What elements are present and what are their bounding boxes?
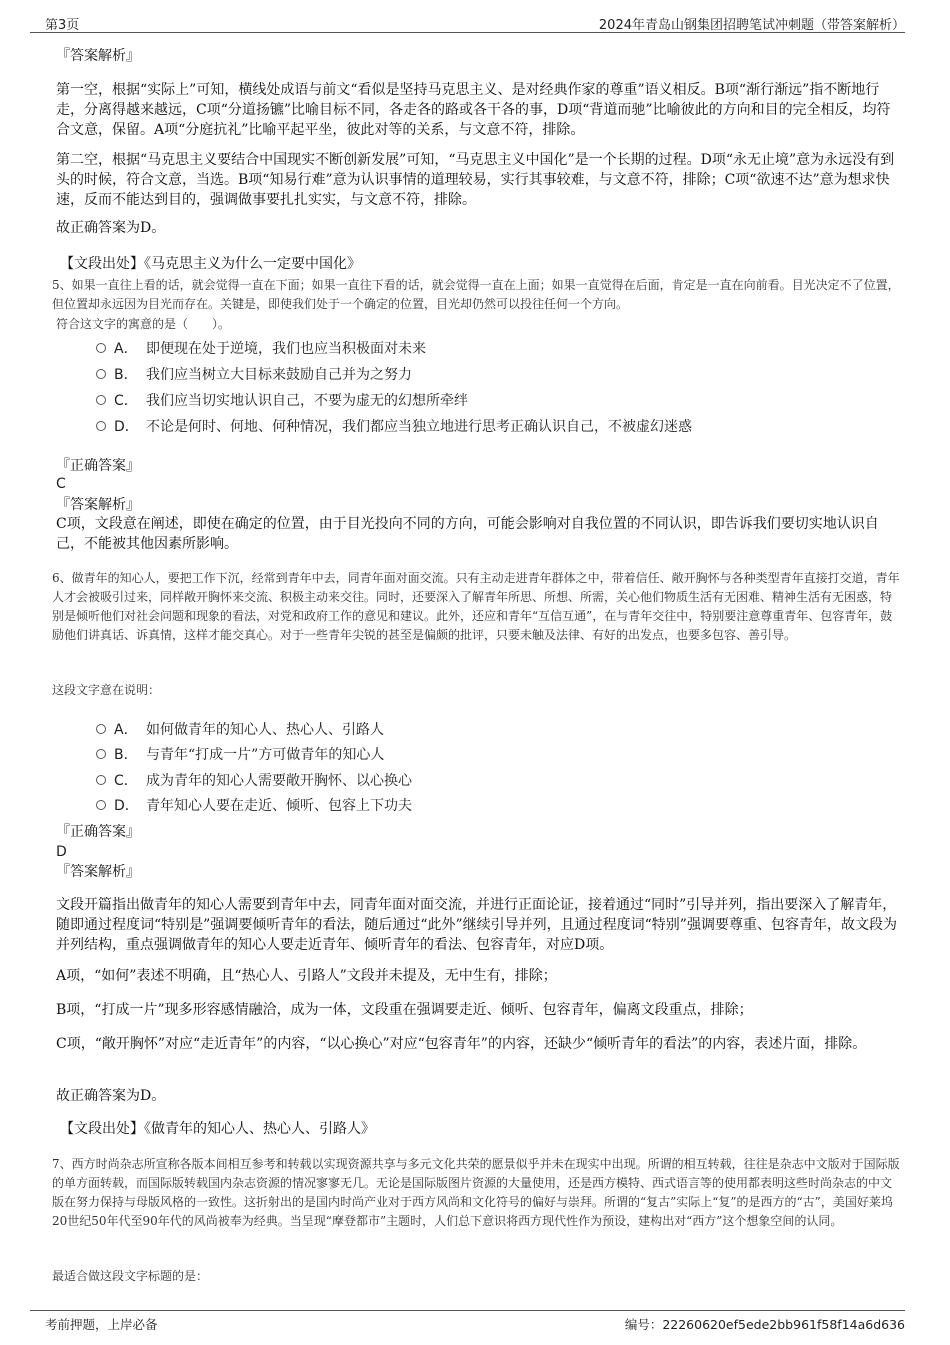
document-title: 2024年青岛山钢集团招聘笔试冲刺题（带答案解析） bbox=[598, 18, 905, 33]
q7-question: 最适合做这段文字标题的是： bbox=[52, 1269, 209, 1283]
q6-answer-label: 『正确答案』 bbox=[56, 824, 140, 840]
q5-analysis-label: 『答案解析』 bbox=[56, 497, 140, 513]
q6-option-b[interactable]: B． 与青年“打成一片”方可做青年的知心人 bbox=[96, 744, 384, 764]
q5-option-b[interactable]: B． 我们应当树立大目标来鼓励自己并为之努力 bbox=[96, 364, 412, 384]
radio-button[interactable] bbox=[96, 749, 106, 759]
q6-analysis-a: A项，“如何”表述不明确，且“热心人、引路人”文段并未提及，无中生有，排除； bbox=[56, 968, 557, 984]
radio-button[interactable] bbox=[96, 775, 106, 785]
radio-button[interactable] bbox=[96, 343, 106, 353]
q6-question: 这段文字意在说明： bbox=[52, 683, 161, 697]
q4-source bbox=[60, 254, 900, 274]
q4-conclusion: 故正确答案为D。 bbox=[56, 220, 166, 236]
q6-source bbox=[60, 1119, 900, 1139]
radio-button[interactable] bbox=[96, 800, 106, 810]
q6-answer: D bbox=[56, 844, 67, 860]
source-title: 《做青年的知心人、热心人、引路人》 bbox=[144, 1121, 375, 1137]
q5-answer-label: 『正确答案』 bbox=[56, 458, 140, 474]
q6-option-c[interactable]: C． 成为青年的知心人需要敞开胸怀、以心换心 bbox=[96, 770, 412, 790]
q6-analysis-main: 文段开篇指出做青年的知心人需要到青年中去，同青年面对面交流，并进行正面论证，接着通过“同时”引导并列，指出要深入了解青年，随即通过程度词“特别是”强调要倾听青年的看法，随后通过“此外”继续引导并列，且通过程度词“特别”强调要尊重、包容青年，故文段为并列结构，重点强调做青年的知心人要走近青年、倾听青年的看法、包容青年，对应D项。 bbox=[56, 897, 897, 953]
source-label: 【文段出处】 bbox=[60, 1121, 144, 1137]
q7-stem: 7、西方时尚杂志所宣称各版本间相互参考和转载以实现资源共享与多元文化共荣的愿景似乎并未在现实中出现。所谓的相互转载，往往是杂志中文版对于国际版的单方面转载，而国际版转载国内杂志资源的情况寥寥无几。无论是国际版图片资源的大量使用，还是西方模特、西式语言等的使用都表明这些时尚杂志的中文版在努力保持与母版风格的一致性。这折射出的是国内时尚产业对于西方风尚和文化符号的偏好与崇拜。所谓的“复古”实际上“复”的是西方的“古”，美国好莱坞20世纪50年代至90年代的风尚被奉为经典。当呈现“摩登都市”主题时，人们总下意识将西方现代性作为预设，建构出对“西方”这个想象空间的认同。 bbox=[52, 1157, 900, 1228]
radio-button[interactable] bbox=[96, 395, 106, 405]
q5-stem: 5、如果一直往上看的话，就会觉得一直在下面；如果一直往下看的话，就会觉得一直在上面；如果一直觉得在后面，肯定是一直在向前看。目光决定不了位置，但位置却永远因为目光而存在。关键是，即使我们处于一个确定的位置，目光却仍然可以投往任何一个方向。 bbox=[52, 278, 900, 311]
radio-button[interactable] bbox=[96, 724, 106, 734]
page-header bbox=[30, 10, 905, 33]
q4-analysis-para2: 第二空，根据“马克思主义要结合中国现实不断创新发展”可知，“马克思主义中国化”是一个长期的过程。D项“永无止境”意为永远没有到头的时候，符合文意，当选。B项“知易行难”意为认识事情的道理较易，实行其事较难，与文意不符，排除；C项“欲速不达”意为想求快速，反而不能达到目的，强调做事要扎扎实实，与文意不符，排除。 bbox=[56, 152, 895, 208]
q5-analysis: C项，文段意在阐述，即使在确定的位置，由于目光投向不同的方向，可能会影响对自我位置的不同认识，即告诉我们要切实地认识自己，不能被其他因素所影响。 bbox=[56, 516, 879, 552]
q6-analysis-label: 『答案解析』 bbox=[56, 864, 140, 880]
q6-analysis-b: B项，“打成一片”现多形容感情融洽，成为一体，文段重在强调要走近、倾听、包容青年，偏离文段重点，排除； bbox=[56, 1002, 753, 1018]
q6-option-a[interactable]: A． 如何做青年的知心人、热心人、引路人 bbox=[96, 719, 384, 739]
q5-answer: C bbox=[56, 476, 66, 492]
page-footer bbox=[30, 1310, 905, 1335]
source-title: 《马克思主义为什么一定要中国化》 bbox=[144, 256, 361, 272]
document-id: 编号：22260620ef5ede2bb961f58f14a6d636 bbox=[624, 1317, 905, 1332]
page-number: 第3页 bbox=[45, 18, 80, 33]
q6-stem: 6、做青年的知心人，要把工作下沉，经常到青年中去，同青年面对面交流。只有主动走进青年群体之中，带着信任、敞开胸怀与各种类型青年直接打交道，青年人才会被吸引过来，同样敞开胸怀来交流、积极主动来交往。同时，还要深入了解青年所思、所想、所需，关心他们物质生活有无困难、精神生活有无困惑，特别是倾听他们对社会问题和现象的看法，对党和政府工作的意见和建议。此外，还应和青年“互信互通”，在与青年交往中，特别要注意尊重青年、包容青年，鼓励他们讲真话、诉真情，这样才能交真心。对于一些青年尖锐的甚至是偏颇的批评，只要未触及法律、有好的出发点，也要多包容、善引导。 bbox=[52, 571, 900, 642]
q4-analysis-label: 『答案解析』 bbox=[56, 48, 140, 64]
q5-question: 符合这文字的寓意的是（ ）。 bbox=[56, 317, 231, 331]
source-label: 【文段出处】 bbox=[60, 256, 144, 272]
q5-option-a[interactable]: A． 即便现在处于逆境，我们也应当积极面对未来 bbox=[96, 338, 426, 358]
q6-option-d[interactable]: D． 青年知心人要在走近、倾听、包容上下功夫 bbox=[96, 795, 412, 815]
q5-option-c[interactable]: C． 我们应当切实地认识自己，不要为虚无的幻想所牵绊 bbox=[96, 390, 468, 410]
radio-button[interactable] bbox=[96, 421, 106, 431]
footer-slogan: 考前押题，上岸必备 bbox=[45, 1317, 158, 1332]
q6-conclusion: 故正确答案为D。 bbox=[56, 1088, 166, 1104]
q5-option-d[interactable]: D． 不论是何时、何地、何种情况，我们都应当独立地进行思考正确认识自己，不被虚幻迷惑 bbox=[96, 416, 692, 436]
q6-analysis-c: C项，“敞开胸怀”对应“走近青年”的内容，“以心换心”对应“包容青年”的内容，还缺少“倾听青年的看法”的内容，表述片面，排除。 bbox=[56, 1036, 867, 1052]
radio-button[interactable] bbox=[96, 369, 106, 379]
q4-analysis-para1: 第一空，根据“实际上”可知，横线处成语与前文“看似是坚持马克思主义、是对经典作家的尊重”语义相反。B项“渐行渐远”指不断地行走，分离得越来越远，C项“分道扬镳”比喻目标不同，各走各的路或各干各的事，D项“背道而驰”比喻彼此的方向和目的完全相反，均符合文意，保留。A项“分庭抗礼”比喻平起平坐，彼此对等的关系，与文意不符，排除。 bbox=[56, 82, 891, 138]
